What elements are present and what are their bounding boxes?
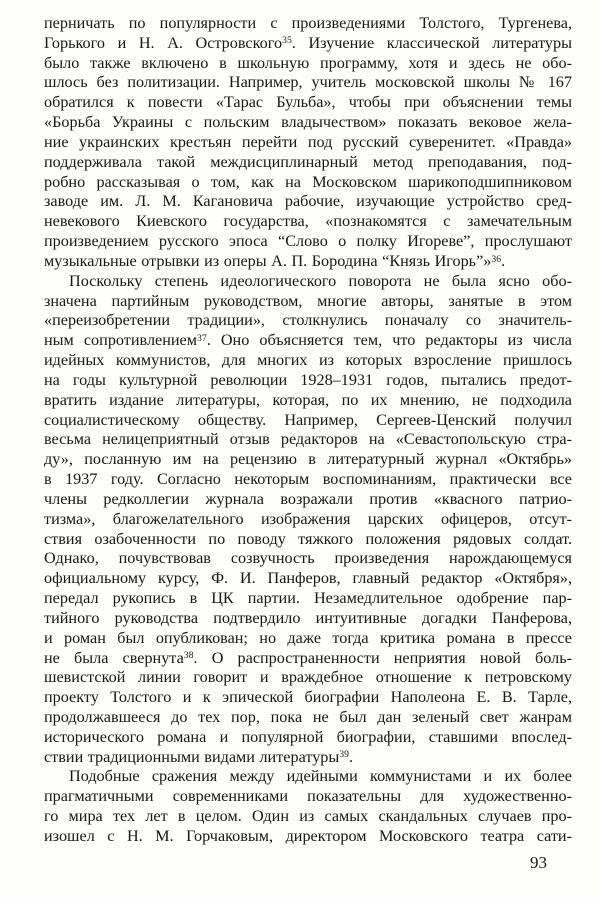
text-line: члены редколлегии журнала возражали против «квасного патрио-	[44, 489, 572, 508]
text-line: Подобные сражения между идейными коммунистами и их более	[69, 767, 572, 786]
text-line: музыкальные отрывки из оперы А. П. Бородина “Князь Игорь”»$^{36}$.	[44, 251, 506, 270]
text-line: исторического романа и популярной биографии, ставшими впослед-	[44, 727, 572, 746]
footnote-marker: 35	[282, 35, 292, 47]
text-line: «переизобретении традиции», столкнулись поначалу со значитель-	[44, 311, 572, 330]
text-line: обратился к повести «Тарас Бульба», чтобы при объяснении темы	[44, 93, 572, 112]
text-line: шевистской линии говорит и враждебное отношение к петровскому	[44, 668, 572, 687]
text-line: Поскольку степень идеологического поворота не была ясно обо-	[69, 271, 572, 290]
text-line: произведением русского эпоса “Слово о полку Игореве”, прослушают	[44, 232, 572, 251]
footnote-marker: 36	[491, 253, 502, 265]
footnote-marker: 38	[183, 650, 194, 662]
footnote-marker: 37	[196, 332, 207, 344]
text-line: ствии традиционными видами литературы$^{39}$.	[44, 747, 354, 766]
text-line: передал рукопись в ЦК партии. Незамедлительное одобрение пар-	[44, 589, 572, 608]
text-line: Однако, почувствовав созвучность произведения нарождающемуся	[44, 549, 572, 568]
text-line: проекту Толстого и к эпической биографии Наполеона Е. В. Тарле,	[44, 688, 572, 707]
text-line: поддерживала такой междисциплинарный метод преподавания, под-	[44, 152, 572, 171]
text-line: продолжавшееся до тех пор, пока не был дан зеленый свет жанрам	[44, 707, 572, 726]
text-line: тийного руководства подтвердило интуитивные догадки Панферова,	[44, 608, 572, 627]
text-line: прагматичными современниками показательны для художественно-	[44, 787, 572, 806]
text-line: ду», посланную им на рецензию в литературный журнал «Октябрь»	[44, 450, 572, 469]
text-line: в 1937 году. Согласно некоторым воспоминаниям, практически все	[44, 470, 572, 489]
text-line: социалистическому обществу. Например, Сергеев-Ценский получил	[44, 410, 572, 429]
text-line: значена партийным руководством, многие авторы, занятые в этом	[44, 291, 572, 310]
text-line: было также включено в школьную программу, хотя и здесь не обо-	[44, 53, 572, 72]
text-line: шлось без политизации. Например, учитель московской школы № 167	[44, 73, 572, 92]
text-line: го мира тех лет в целом. Один из самых скандальных случаев про-	[44, 807, 572, 826]
text-line: вратить издание литературы, которая, по их мнению, не подходила	[44, 390, 572, 409]
text-line: и роман был опубликован; но даже тогда критика романа в прессе	[44, 628, 572, 647]
text-line: перничать по популярности с произведениями Толстого, Тургенева,	[44, 14, 572, 32]
text-line: официальному курсу, Ф. И. Панферов, главный редактор «Октября»,	[44, 569, 572, 588]
text-line: весьма нелицеприятный отзыв редакторов на «Севастопольскую стра-	[44, 430, 572, 449]
text-line: робно рассказывая о том, как на Московском шарикоподшипниковом	[44, 172, 572, 191]
text-line: идейных коммунистов, для многих из которых взросление пришлось	[44, 351, 572, 370]
text-line: изошел с Н. М. Горчаковым, директором Московского театра сати-	[44, 826, 572, 845]
page-text-block	[44, 14, 572, 847]
text-line: тизма», благожелательного изображения царских офицеров, отсут-	[44, 509, 572, 528]
text-line: невекового Киевского государства, «познакомятся с замечательным	[44, 212, 572, 231]
text-line: «Борьба Украины с польским владычеством» показать вековое жела-	[44, 113, 572, 132]
footnote-marker: 39	[339, 749, 349, 761]
page-number: 93	[530, 853, 547, 872]
text-line: ние украинских крестьян перейти под русский суверенитет. «Правда»	[44, 132, 572, 151]
text-line: не была свернута$^{38}$. О распространенности неприятия новой боль-	[44, 648, 572, 667]
text-line: на годы культурной революции 1928–1931 годов, пытались предот-	[44, 370, 572, 389]
text-line: Горького и Н. А. Островского$^{35}$. Изучение классической литературы	[44, 33, 572, 52]
text-line: ствия озабоченности по поводу тяжкого положения рядовых солдат.	[44, 529, 572, 548]
text-line: ным сопротивлением$^{37}$. Оно объясняется тем, что редакторы из числа	[44, 331, 572, 350]
text-line: заводе им. Л. М. Кагановича рабочие, изучающие устройство сред-	[44, 192, 572, 211]
